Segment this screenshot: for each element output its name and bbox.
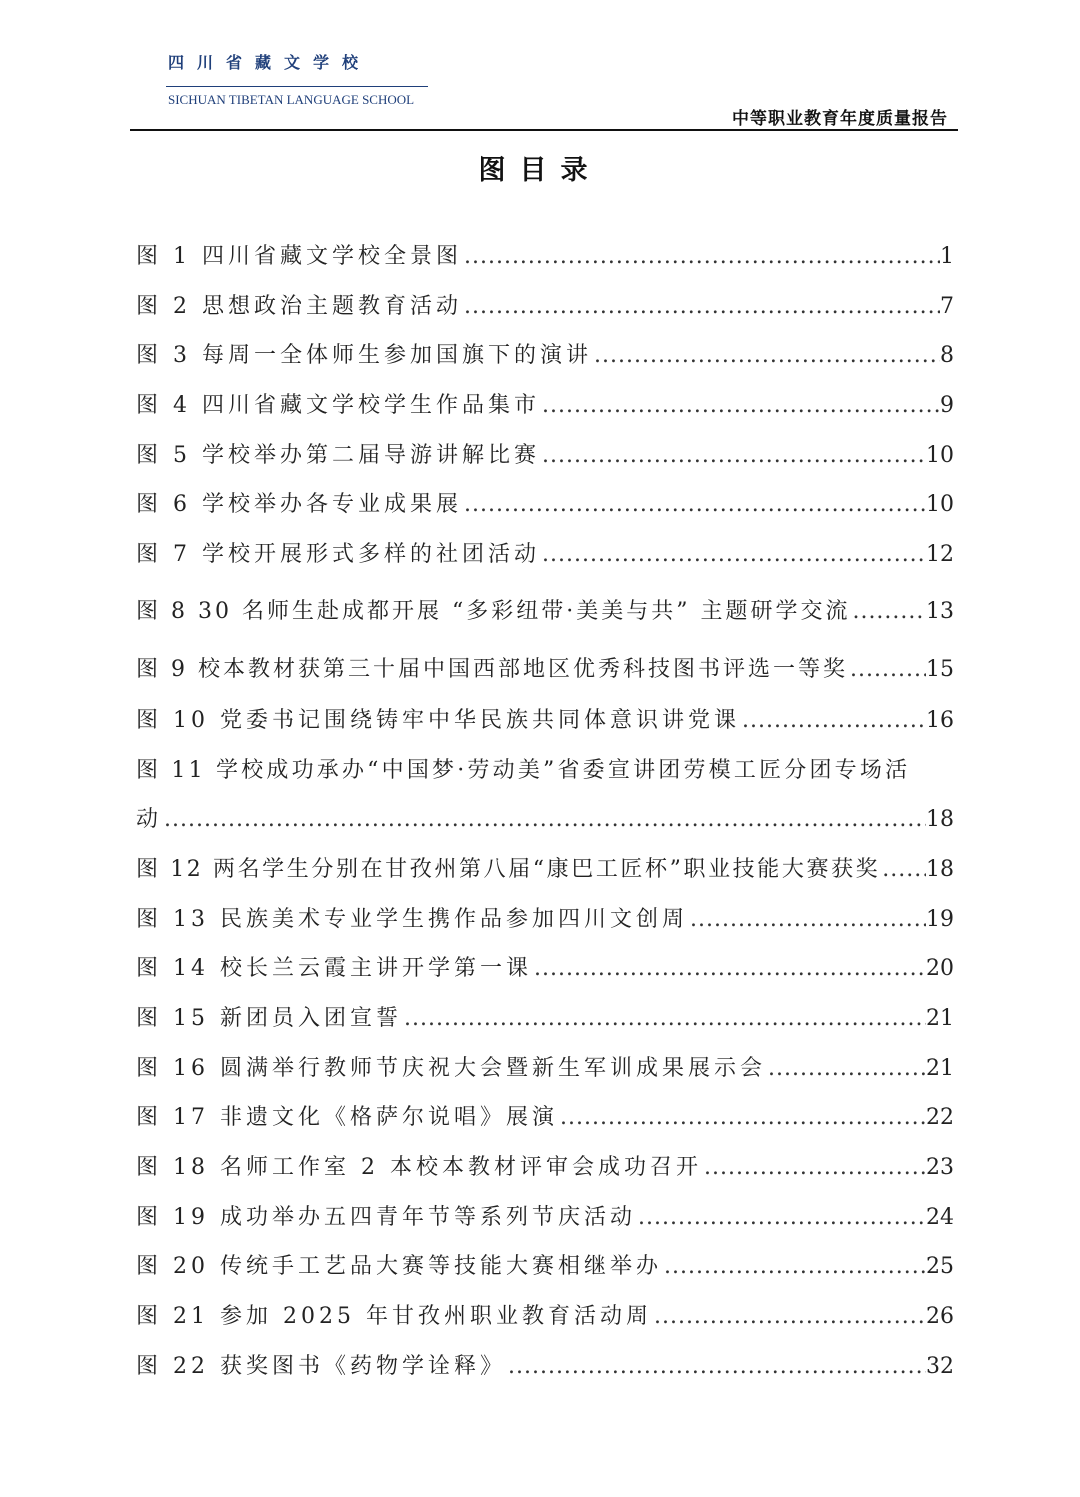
toc-entry-text: 图 20 传统手工艺品大赛等技能大赛相继举办: [136, 1254, 662, 1280]
toc-leader: [740, 696, 926, 746]
toc-entry[interactable]: [136, 530, 954, 580]
toc-leader: [592, 331, 940, 381]
header-rule: [130, 129, 958, 131]
figure-toc: [136, 232, 954, 1391]
toc-entry-page: 24: [926, 1204, 954, 1230]
toc-leader: [702, 1143, 926, 1193]
toc-entry-text: 图 18 名师工作室 2 本校本教材评审会成功召开: [136, 1155, 702, 1180]
toc-leader: [766, 1044, 926, 1094]
toc-entry-page: 1: [940, 244, 954, 269]
toc-entry-text: 图 14 校长兰云霞主讲开学第一课: [136, 956, 532, 982]
toc-entry[interactable]: [136, 696, 954, 746]
toc-leader: [850, 580, 926, 644]
toc-entry-text: 图 3 每周一全体师生参加国旗下的演讲: [136, 343, 592, 369]
toc-entry-text: 图 17 非遗文化《格萨尔说唱》展演: [136, 1105, 558, 1131]
toc-entry-page: 13: [926, 598, 954, 624]
toc-leader: [540, 431, 926, 481]
school-name-en: SICHUAN TIBETAN LANGUAGE SCHOOL: [168, 92, 415, 107]
toc-leader: [402, 994, 926, 1044]
toc-leader: [506, 1342, 926, 1392]
toc-entry[interactable]: [136, 580, 954, 644]
toc-entry[interactable]: [136, 1342, 954, 1392]
toc-entry[interactable]: [136, 895, 954, 945]
toc-leader: [662, 1242, 926, 1292]
page-title: 图目录: [478, 155, 602, 186]
toc-entry[interactable]: [136, 282, 954, 332]
toc-entry-page: 21: [926, 1055, 954, 1081]
toc-entry[interactable]: [136, 746, 954, 796]
toc-entry-page: 10: [926, 492, 954, 518]
toc-entry[interactable]: [136, 1193, 954, 1243]
toc-entry-text: 图 4 四川省藏文学校学生作品集市: [136, 393, 540, 419]
toc-entry[interactable]: [136, 1242, 954, 1292]
toc-entry-text: 图 1 四川省藏文学校全景图: [136, 244, 462, 269]
toc-entry-page: 22: [926, 1105, 954, 1131]
toc-entry-page: 32: [926, 1353, 954, 1379]
toc-entry[interactable]: [136, 431, 954, 481]
toc-entry[interactable]: [136, 1044, 954, 1094]
school-name-cn: 四川省藏文学校: [168, 53, 372, 72]
toc-entry-text: 图 19 成功举办五四青年节等系列节庆活动: [136, 1204, 636, 1230]
toc-entry-text: 图 7 学校开展形式多样的社团活动: [136, 542, 540, 568]
toc-entry-text: 图 10 党委书记围绕铸牢中华民族共同体意识讲党课: [136, 707, 740, 733]
toc-entry[interactable]: [136, 644, 954, 696]
toc-entry-text: 图 6 学校举办各专业成果展: [136, 492, 462, 518]
toc-entry[interactable]: [136, 331, 954, 381]
toc-entry-text: 图 11 学校成功承办“中国梦·劳动美”省委宣讲团劳模工匠分团专场活: [136, 757, 911, 783]
toc-entry-text: 图 5 学校举办第二届导游讲解比赛: [136, 442, 540, 468]
toc-entry-page: 26: [926, 1304, 954, 1330]
toc-entry[interactable]: [136, 381, 954, 431]
toc-entry-page: 20: [926, 956, 954, 982]
toc-entry-text: 图 13 民族美术专业学生携作品参加四川文创周: [136, 906, 688, 932]
toc-entry-page: 9: [940, 393, 954, 419]
toc-entry-text: 图 21 参加 2025 年甘孜州职业教育活动周: [136, 1304, 652, 1330]
toc-leader: [636, 1193, 926, 1243]
toc-leader: [532, 944, 926, 994]
toc-leader: [462, 232, 940, 282]
toc-entry-page: 8: [940, 343, 954, 369]
toc-entry-page: 12: [926, 542, 954, 568]
toc-leader: [462, 282, 940, 332]
toc-entry-text: 图 22 获奖图书《药物学诠释》: [136, 1353, 506, 1379]
report-title: 中等职业教育年度质量报告: [732, 109, 948, 129]
toc-leader: [462, 480, 926, 530]
toc-leader: [848, 644, 926, 696]
toc-entry[interactable]: [136, 1093, 954, 1143]
toc-entry-page: 18: [926, 856, 954, 882]
toc-entry[interactable]: [136, 232, 954, 282]
toc-leader: [558, 1093, 926, 1143]
toc-entry-page: 18: [926, 807, 954, 833]
toc-entry-text: 图 8 30 名师生赴成都开展 “多彩纽带·美美与共” 主题研学交流: [136, 598, 851, 624]
toc-entry-page: 7: [940, 293, 954, 319]
toc-entry-text: 图 2 思想政治主题教育活动: [136, 293, 462, 319]
toc-leader: [162, 795, 926, 845]
header-thin-rule: [166, 86, 428, 87]
toc-leader: [688, 895, 926, 945]
toc-entry-text: 图 12 两名学生分别在甘孜州第八届“康巴工匠杯”职业技能大赛获奖: [136, 856, 881, 882]
toc-entry-page: 21: [926, 1005, 954, 1031]
toc-leader: [880, 845, 926, 895]
toc-leader: [540, 381, 940, 431]
toc-entry[interactable]: [136, 845, 954, 895]
toc-entry-text: 图 16 圆满举行教师节庆祝大会暨新生军训成果展示会: [136, 1055, 766, 1081]
toc-entry[interactable]: [136, 944, 954, 994]
toc-leader: [652, 1292, 926, 1342]
toc-entry-page: 25: [926, 1254, 954, 1280]
toc-entry[interactable]: [136, 994, 954, 1044]
toc-entry[interactable]: [136, 795, 954, 845]
toc-leader: [540, 530, 926, 580]
toc-entry-page: 10: [926, 442, 954, 468]
toc-entry-text: 图 9 校本教材获第三十届中国西部地区优秀科技图书评选一等奖: [136, 656, 848, 682]
toc-entry-page: 16: [926, 707, 954, 733]
toc-entry[interactable]: [136, 480, 954, 530]
toc-entry-page: 19: [926, 906, 954, 932]
toc-entry-page: 23: [926, 1155, 954, 1180]
toc-entry-page: 15: [926, 656, 954, 682]
toc-entry[interactable]: [136, 1292, 954, 1342]
toc-entry[interactable]: [136, 1143, 954, 1193]
toc-entry-text: 动: [136, 807, 163, 833]
toc-entry-text: 图 15 新团员入团宣誓: [136, 1005, 402, 1031]
